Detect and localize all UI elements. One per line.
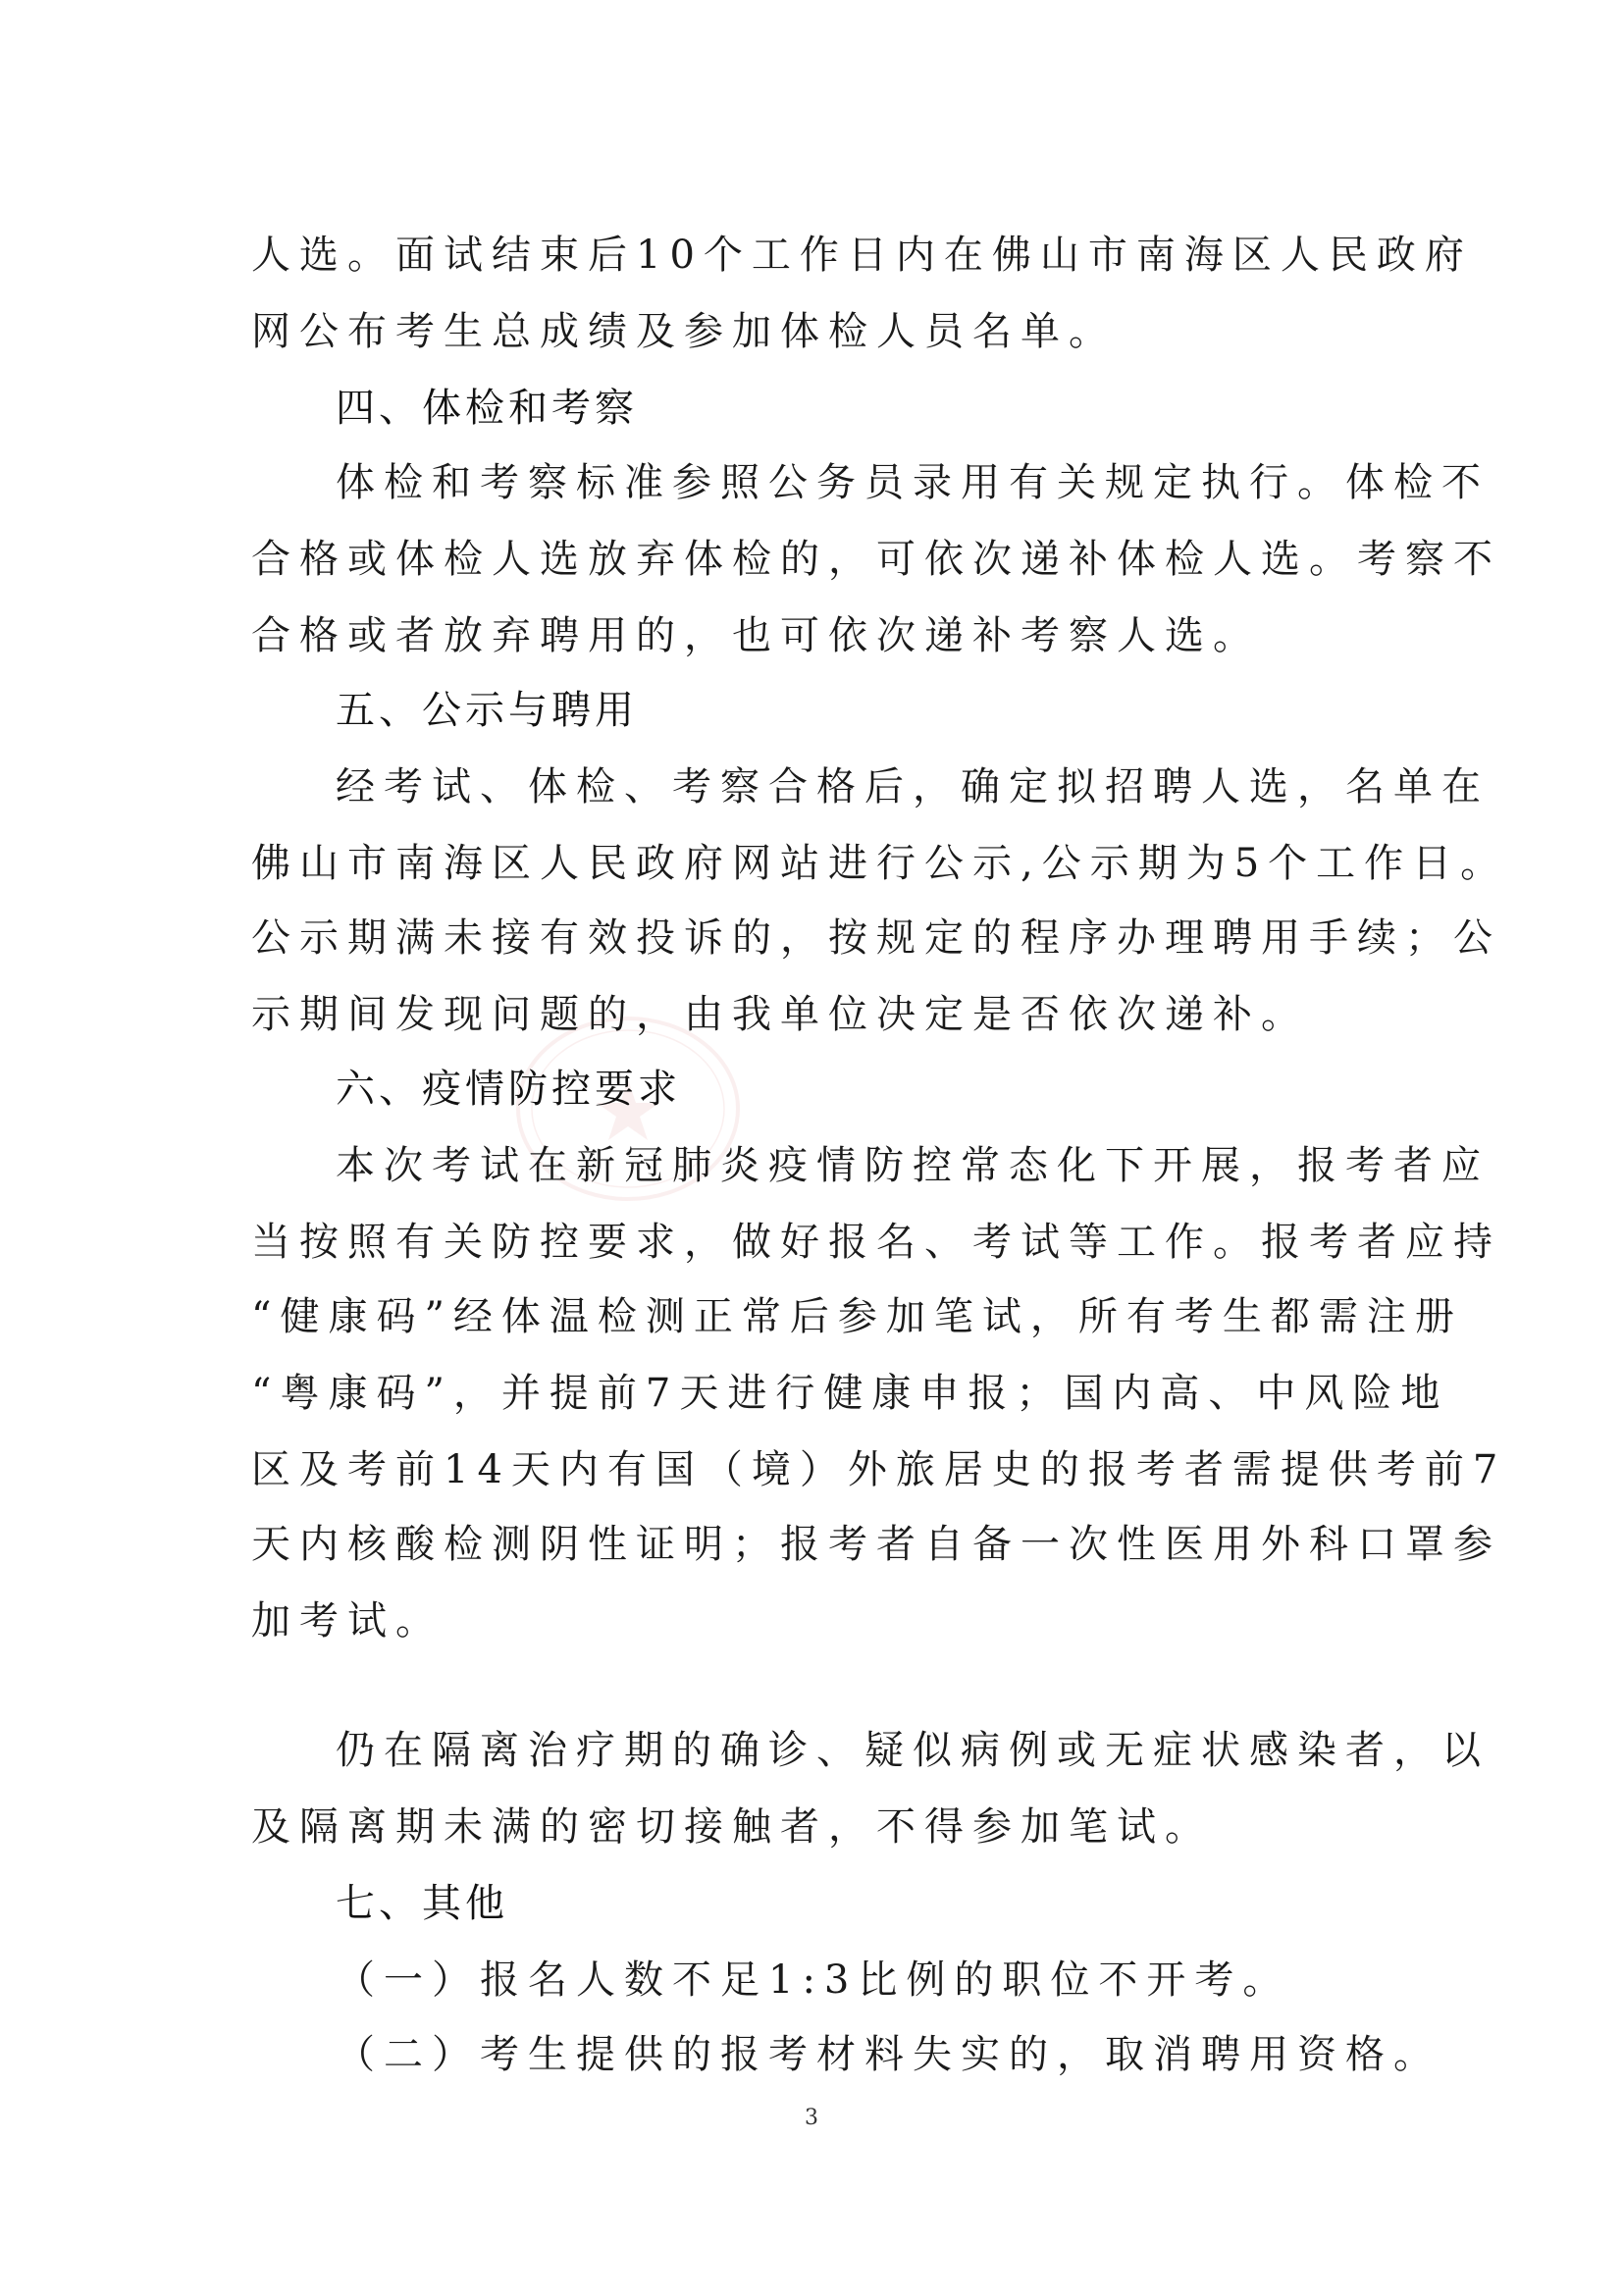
paragraph-line: （二）考生提供的报考材料失实的，取消聘用资格。 xyxy=(336,2032,1441,2077)
paragraph-line: 经考试、体检、考察合格后，确定拟招聘人选，名单在 xyxy=(336,764,1490,809)
paragraph-line: （一）报名人数不足1:3比例的职位不开考。 xyxy=(336,1957,1291,2003)
paragraph-line: 本次考试在新冠肺炎疫情防控常态化下开展，报考者应 xyxy=(336,1143,1490,1188)
paragraph-line: 仍在隔离治疗期的确诊、疑似病例或无症状感染者，以 xyxy=(336,1728,1490,1773)
paragraph-line: 体检和考察标准参照公务员录用有关规定执行。体检不 xyxy=(336,460,1490,505)
section-heading: 五、公示与聘用 xyxy=(336,688,638,733)
section-heading: 七、其他 xyxy=(336,1881,508,1926)
paragraph-line: 当按照有关防控要求，做好报名、考试等工作。报考者应持 xyxy=(251,1220,1501,1265)
page-number: 3 xyxy=(805,2106,818,2130)
paragraph-line: 人选。面试结束后10个工作日内在佛山市南海区人民政府 xyxy=(251,233,1473,278)
section-heading: 六、疫情防控要求 xyxy=(336,1067,681,1112)
paragraph-line: 区及考前14天内有国（境）外旅居史的报考者需提供考前7 xyxy=(251,1447,1507,1492)
paragraph-line: 合格或体检人选放弃体检的，可依次递补体检人选。考察不 xyxy=(251,537,1501,582)
paragraph-line: “健康码”经体温检测正常后参加笔试，所有考生都需注册 xyxy=(251,1294,1463,1339)
paragraph-line: 加考试。 xyxy=(251,1598,444,1644)
paragraph-line: 公示期满未接有效投诉的，按规定的程序办理聘用手续；公 xyxy=(251,915,1501,961)
paragraph-line: 示期间发现问题的，由我单位决定是否依次递补。 xyxy=(251,992,1309,1037)
paragraph-line: 合格或者放弃聘用的，也可依次递补考察人选。 xyxy=(251,613,1261,658)
section-heading: 四、体检和考察 xyxy=(336,386,638,431)
paragraph-line: 佛山市南海区人民政府网站进行公示,公示期为5个工作日。 xyxy=(251,841,1509,886)
paragraph-line: 天内核酸检测阴性证明；报考者自备一次性医用外科口罩参 xyxy=(251,1522,1501,1567)
paragraph-line: 及隔离期未满的密切接触者，不得参加笔试。 xyxy=(251,1804,1213,1850)
paragraph-line: “粤康码”，并提前7天进行健康申报；国内高、中风险地 xyxy=(251,1371,1449,1416)
paragraph-line: 网公布考生总成绩及参加体检人员名单。 xyxy=(251,309,1117,354)
